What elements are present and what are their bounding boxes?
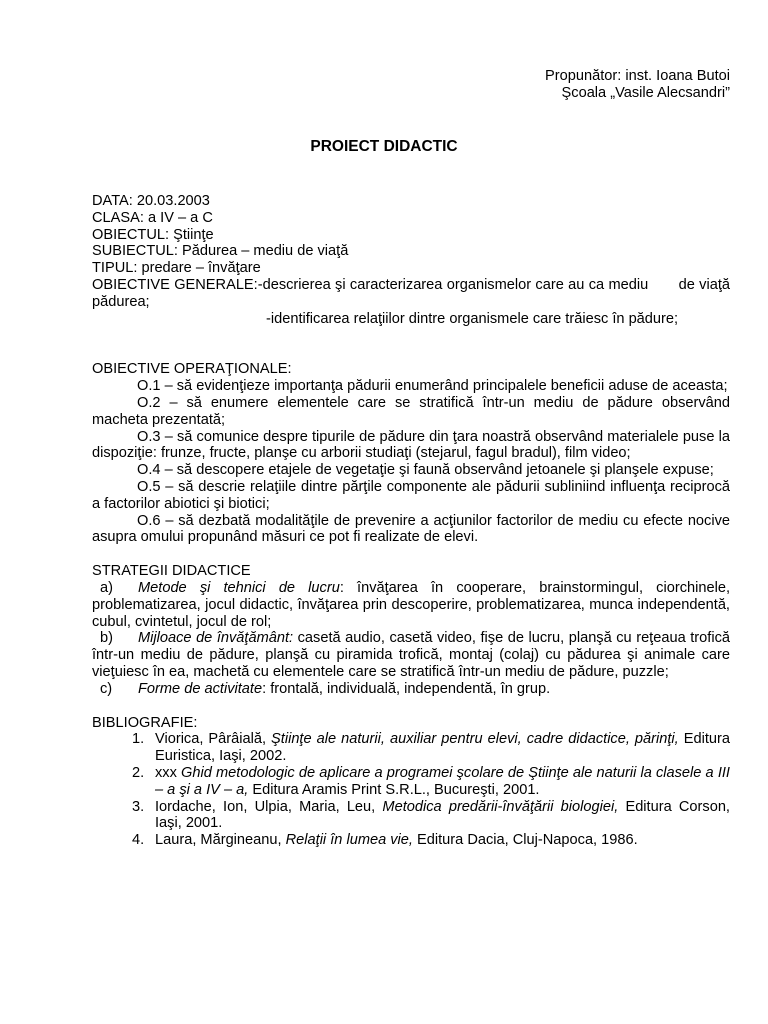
bibliography-item	[92, 765, 730, 799]
strategy-text: : frontală, individuală, independentă, în grup.	[262, 680, 551, 697]
strategy-label: Metode şi tehnici de lucru	[138, 579, 340, 596]
bibliography-author: xxx	[155, 764, 182, 781]
obiective-operationale-heading: OBIECTIVE OPERAŢIONALE:	[92, 361, 292, 378]
bibliography-item	[92, 799, 730, 833]
strategy-text: casetă audio, casetă video, fişe de lucru, planşă cu reţeaua trofică într-un mediu de pădure, planşă cu piramida trofică, montaj (colaj) cu pădurea şi animale care vieţuiesc în ea, machetă cu elementele care se stratifică într-un mediu de pădure, puzzle;	[92, 630, 730, 680]
spacer	[92, 698, 730, 715]
bibliography-author: Laura, Mărgineanu,	[155, 832, 286, 849]
strategy-item-c	[92, 681, 730, 698]
bibliography-publisher: Editura Corson, Iaşi, 2001.	[155, 798, 730, 832]
objective-item: O.5 – să descrie relaţiile dintre părţile componente ale pădurii subliniind influenţa reciprocă a factorilor abiotici şi biotici;	[92, 478, 730, 512]
spacer	[92, 327, 730, 361]
bibliography-number: 1.	[132, 731, 145, 748]
bibliography-publisher: Editura Dacia, Cluj-Napoca, 1986.	[412, 832, 638, 849]
strategy-text: : învăţarea în cooperare, brainstormingul, ciorchinele, problematizarea, jocul didactic, învăţarea prin descoperire, problematizarea, munca independentă, cubul, cvintetul, jocul de rol;	[92, 579, 731, 630]
author-line: Propunător: inst. Ioana Butoi	[545, 68, 730, 84]
objective-item: O.3 – să comunice despre tipurile de pădure din ţara noastră observând materialele puse la dispoziţie: frunze, fructe, planşe cu arborii studiaţi (stejarul, fagul bradul), film video;	[92, 428, 730, 462]
bibliography-title: Relaţii în lumea vie,	[285, 832, 413, 849]
school-line: Şcoala „Vasile Alecsandri”	[561, 84, 730, 101]
bibliography-number: 4.	[132, 832, 145, 849]
info-obiectul: OBIECTUL: Ştiinţe	[92, 226, 214, 243]
info-data: DATA: 20.03.2003	[92, 193, 210, 209]
strategy-label: Mijloace de învăţământ:	[138, 630, 294, 647]
strategy-item-a	[92, 580, 730, 630]
info-clasa: CLASA: a IV – a C	[92, 209, 213, 226]
bibliography-item	[92, 731, 730, 765]
author-block	[545, 68, 730, 102]
strategy-item-b	[92, 630, 730, 680]
bibliography-title: Ştiinţe ale naturii, auxiliar pentru elevi, cadre didactice, părinţi,	[271, 731, 679, 748]
objective-item: O.2 – să enumere elementele care se stratifică într-un mediu de pădure observând macheta prezentată;	[92, 394, 730, 428]
bibliography-item	[92, 832, 730, 849]
strategii-heading: STRATEGII DIDACTICE	[92, 563, 251, 580]
spacer	[92, 546, 730, 563]
bibliography-number: 2.	[132, 764, 145, 781]
bibliography-publisher: Editura Aramis Print S.R.L., Bucureşti, 2001.	[248, 781, 540, 798]
bibliography-number: 3.	[132, 798, 145, 815]
objective-item: O.1 – să evidenţieze importanţa pădurii enumerând principalele beneficii aduse de aceasta;	[137, 378, 728, 395]
info-subiectul: SUBIECTUL: Pădurea – mediu de viaţă	[92, 243, 349, 260]
obiective-generale-line1: OBIECTIVE GENERALE:-descrierea şi caracterizarea organismelor care au ca mediu de viaţă pădurea;	[92, 276, 735, 310]
page-title: PROIECT DIDACTIC	[310, 138, 458, 155]
bibliografie-heading: BIBLIOGRAFIE:	[92, 714, 198, 731]
bibliography-author: Iordache, Ion, Ulpia, Maria, Leu,	[155, 798, 383, 815]
document-body	[92, 193, 735, 849]
bibliography-author: Viorica, Pârâială,	[155, 731, 272, 748]
bibliography-list	[92, 731, 730, 849]
info-tipul: TIPUL: predare – învăţare	[92, 260, 261, 277]
bibliography-title: Ghid metodologic de aplicare a programei şcolare de Ştiinţe ale naturii la clasele a III – a şi a IV – a,	[155, 764, 730, 798]
strategy-marker: c)	[100, 680, 113, 697]
objective-item: O.4 – să descopere etajele de vegetaţie şi faună observând jetoanele şi planşele expuse;	[137, 462, 714, 479]
strategy-marker: a)	[100, 579, 113, 596]
bibliography-publisher: Editura Euristica, Iaşi, 2002.	[155, 731, 730, 765]
strategy-label: Forme de activitate	[138, 680, 263, 697]
obiective-generale-line2: -identificarea relaţiilor dintre organismele care trăiesc în pădure;	[266, 310, 679, 327]
strategy-marker: b)	[100, 630, 113, 647]
bibliography-title: Metodica predării-învăţării biologiei,	[382, 798, 619, 815]
objective-item: O.6 – să dezbată modalităţile de prevenire a acţiunilor factorilor de mediu cu efecte nocive asupra omului propunând măsuri ce pot fi realizate de elevi.	[92, 512, 730, 546]
